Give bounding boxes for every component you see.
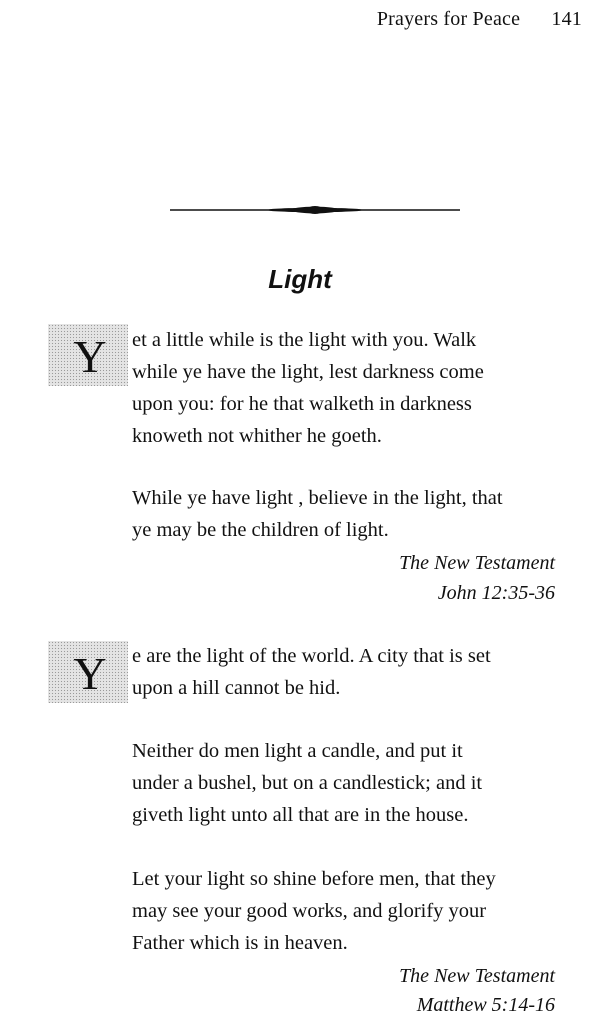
page-number: 141 (551, 8, 582, 30)
citation-reference: John 12:35-36 (437, 582, 555, 604)
text-line: under a bushel, but on a candlestick; and it (132, 772, 483, 794)
text-line: upon you: for he that walketh in darkness (132, 393, 472, 415)
text-line: Neither do men light a candle, and put it (132, 740, 463, 762)
text-line: while ye have the light, lest darkness come (132, 361, 484, 383)
citation-source: The New Testament (399, 552, 555, 574)
citation-reference: Matthew 5:14-16 (416, 994, 555, 1016)
text-line: Father which is in heaven. (132, 932, 348, 954)
text-line: upon a hill cannot be hid. (132, 677, 341, 699)
drop-cap-letter: Y (73, 648, 107, 699)
section-title: Light (268, 264, 332, 294)
running-head-title: Prayers for Peace (376, 8, 521, 30)
running-head (377, 8, 582, 31)
drop-cap-letter: Y (73, 331, 107, 382)
text-line: may see your good works, and glorify your (132, 900, 487, 922)
text-line: giveth light unto all that are in the house. (132, 804, 469, 826)
drop-cap (48, 324, 128, 386)
text-line: knoweth not whither he goeth. (132, 425, 382, 447)
ornament-rule (170, 202, 460, 218)
text-line: ye may be the children of light. (132, 519, 389, 541)
drop-cap (48, 641, 128, 703)
text-line: Let your light so shine before men, that they (132, 868, 496, 890)
text-line: et a little while is the light with you. Walk (132, 329, 477, 351)
text-line: e are the light of the world. A city that is set (132, 645, 491, 667)
citation-source: The New Testament (399, 965, 555, 987)
text-line: While ye have light , believe in the light, that (132, 487, 503, 509)
